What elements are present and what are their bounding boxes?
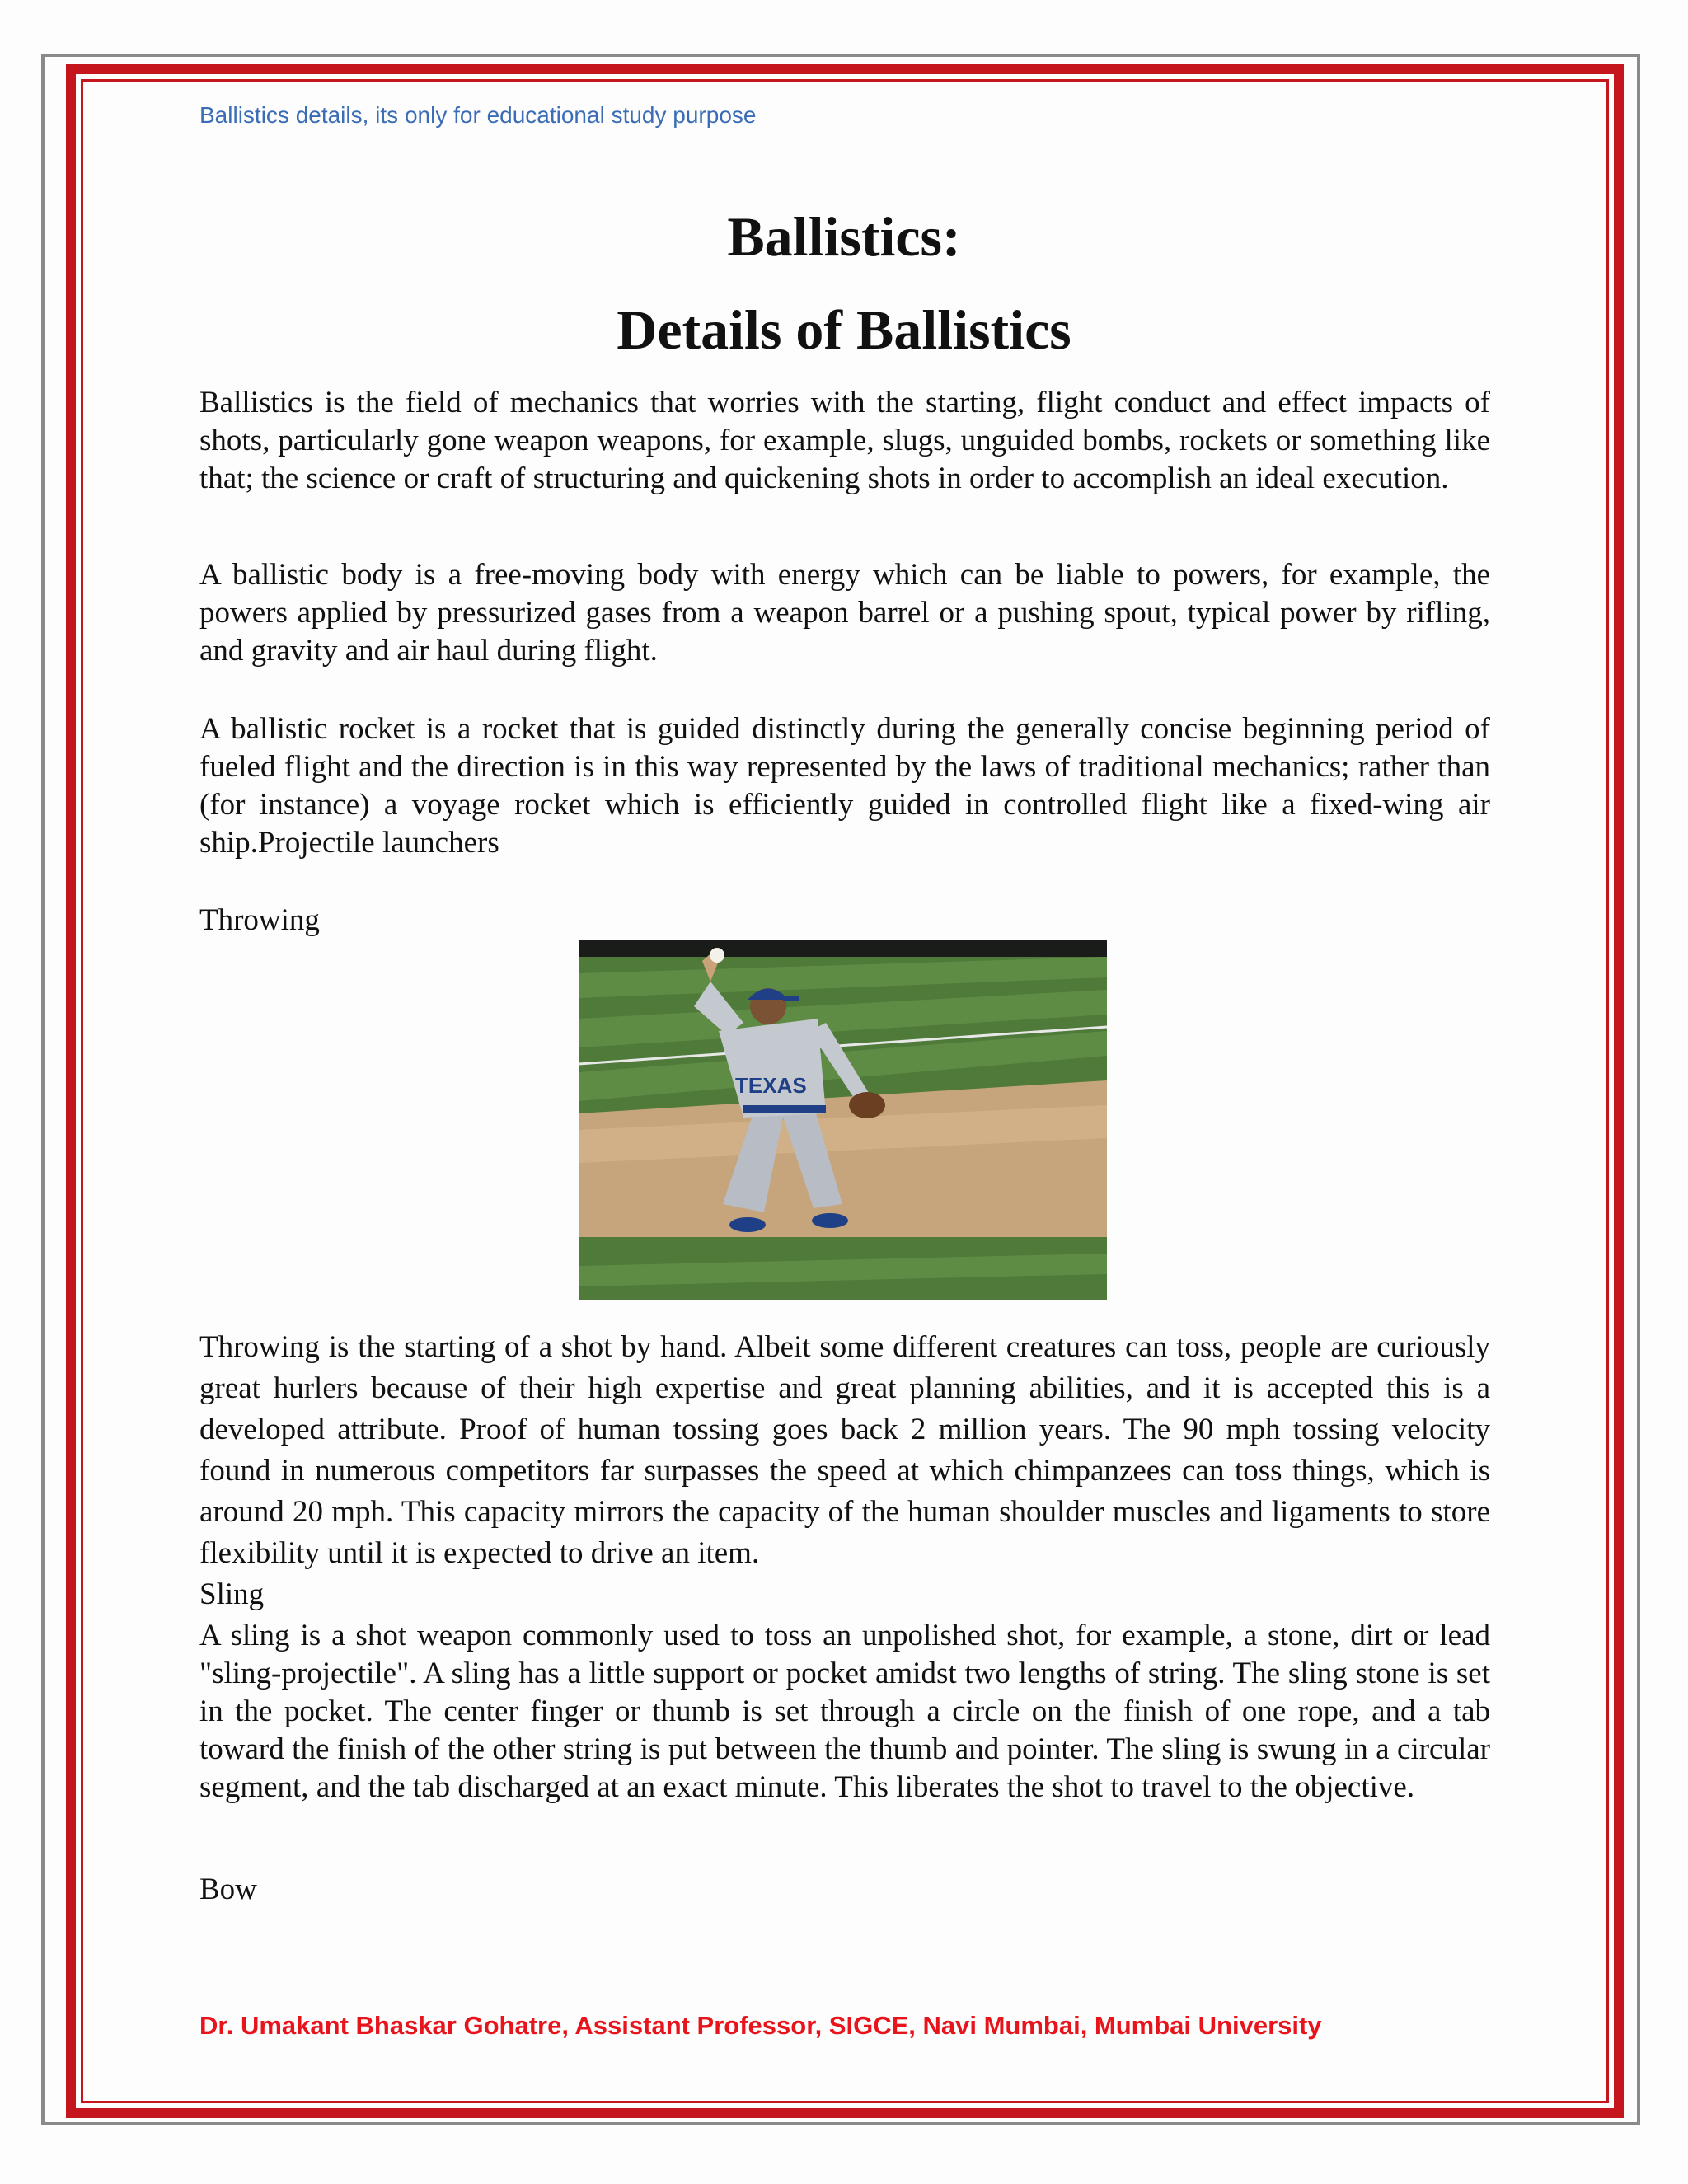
paragraph-text: Ballistics is the field of mechanics that worries with the starting, flight conduct and effect impacts of shots, particularly gone weapon weapons, for example, slugs, unguided bombs, rockets or something like that; the science or craft of structuring and quickening shots in order to accomplish an ideal execution.: [199, 386, 1490, 495]
paragraph-throwing: [199, 1327, 1490, 1574]
paragraph-ballistic-rocket: [199, 710, 1490, 862]
page-title: Ballistics:: [727, 205, 961, 268]
paragraph-ballistic-body: [199, 556, 1490, 670]
page-subtitle: Details of Ballistics: [617, 298, 1071, 361]
heading-sling: Sling: [199, 1577, 265, 1611]
paragraph-text: Throwing is the starting of a shot by hand. Albeit some different creatures can toss, people are curiously great hurlers because of their high expertise and great planning abilities, and it is accepted this is a developed attribute. Proof of human tossing goes back 2 million years. The 90 mph tossing velocity found in numerous competitors far surpasses the speed at which chimpanzees can toss things, which is around 20 mph. This capacity mirrors the capacity of the human shoulder muscles and ligaments to store flexibility until it is expected to drive an item.: [199, 1330, 1490, 1570]
paragraph-ballistics-intro: [199, 384, 1490, 498]
paragraph-text: A sling is a shot weapon commonly used to toss an unpolished shot, for example, a stone, dirt or lead "sling-projectile". A sling has a little support or pocket amidst two lengths of string. The sling stone is set in the pocket. The center finger or thumb is set through a circle on the finish of one rope, and a tab toward the finish of the other string is put between the thumb and pointer. The sling is swung in a circular segment, and the tab discharged at an exact minute. This liberates the shot to travel to the objective.: [199, 1619, 1490, 1804]
header-note: Ballistics details, its only for educational study purpose: [199, 102, 757, 128]
paragraph-text: A ballistic rocket is a rocket that is guided distinctly during the generally concise beginning period of fueled flight and the direction is in this way represented by the laws of traditional mechanics; rather than (for instance) a voyage rocket which is efficiently guided in controlled flight like a fixed-wing air ship.Projectile launchers: [199, 712, 1490, 860]
paragraph-text: A ballistic body is a free-moving body with energy which can be liable to powers, for example, the powers applied by pressurized gases from a weapon barrel or a pushing spout, typical power by rifling, and gravity and air haul during flight.: [199, 558, 1490, 668]
heading-throwing: Throwing: [199, 903, 320, 937]
baseball-pitcher-photo: [579, 940, 1107, 1300]
paragraph-sling: [199, 1617, 1490, 1807]
heading-bow: Bow: [199, 1872, 257, 1906]
jersey-text: TEXAS: [735, 1073, 807, 1098]
footer-author: Dr. Umakant Bhaskar Gohatre, Assistant Professor, SIGCE, Navi Mumbai, Mumbai University: [199, 2011, 1322, 2040]
